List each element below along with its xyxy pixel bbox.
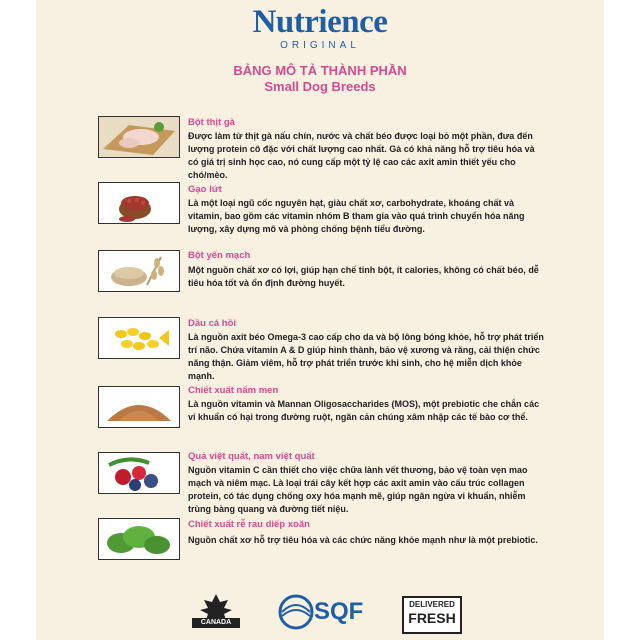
maple-leaf-icon bbox=[184, 592, 248, 632]
canada-logo bbox=[184, 592, 248, 632]
oatmeal-image bbox=[98, 250, 180, 292]
ingredient-description: Được làm từ thịt gà nấu chín, nước và chất béo được loại bỏ một phần, đưa đến lượng protein cô đặc với chất lượng cao nhất. Gà có khả năng hỗ trợ tiêu hóa và có giá trị sinh học cao, nó cung cấp một tỷ lệ cao các axit amin thiết yếu cho chó/mèo. bbox=[188, 131, 535, 180]
ingredient-name: Bột yến mạch bbox=[188, 250, 251, 261]
ingredient-description: Nguồn chất xơ hỗ trợ tiêu hóa và các chức năng khỏe mạnh như là một prebiotic. bbox=[188, 535, 538, 545]
delivered-text: DELIVERED bbox=[409, 600, 455, 609]
chicory-leaves-image bbox=[98, 518, 180, 560]
ingredient-name: Quả việt quất, nam việt quất bbox=[188, 451, 315, 462]
ingredient-description: Nguồn vitamin C cần thiết cho việc chữa lành vết thương, bảo vệ toàn vẹn mao mạch và niêm mạc. Là loại trái cây kết hợp các axit amin vào cấu trúc collagen protein, có tác dụng chống oxy hóa mạnh mẽ, giúp ngăn ngừa vi khuẩn, nhiễm trùng bàng quang và đường tiết niệu. bbox=[188, 465, 528, 514]
sqf-text: SQF bbox=[314, 598, 364, 625]
delivered-fresh-logo bbox=[398, 592, 462, 632]
berries-image bbox=[98, 452, 180, 494]
brand-subline: ORIGINAL bbox=[280, 40, 360, 51]
ingredient-description: Là một loại ngũ cốc nguyên hạt, giàu chất xơ, carbohydrate, khoáng chất và vitamin, bao gồm các vitamin nhóm B tham gia vào quá trình chuyển hóa năng lượng, xây dựng mô và phòng chống bệnh tiểu đường. bbox=[188, 198, 525, 234]
ingredient-description: Là nguồn axit béo Omega-3 cao cấp cho da và bộ lông bóng khỏe, hỗ trợ phát triển trí não. Chứa vitamin A & D giúp hình thành, bảo vệ xương và răng, cải thiện chức năng thận. Giảm viêm, hỗ trợ phát triển trước khi sinh, cho hệ miễn dịch khỏe mạnh. bbox=[188, 332, 544, 381]
page-subtitle: Small Dog Breeds bbox=[264, 79, 376, 94]
brown-rice-image bbox=[98, 182, 180, 224]
ingredient-name: Gạo lứt bbox=[188, 184, 222, 195]
fresh-text: FRESH bbox=[408, 610, 456, 626]
yeast-powder-image bbox=[98, 386, 180, 428]
ingredient-description: Một nguồn chất xơ có lợi, giúp hạn chế tinh bột, ít calories, không có chất béo, dễ tiêu hóa tốt và ổn định đường huyết. bbox=[188, 265, 539, 288]
chicken-meat-image bbox=[98, 116, 180, 158]
brand-logo: Nutrience bbox=[252, 4, 388, 40]
fish-oil-capsules-image bbox=[98, 317, 180, 359]
page-title: BẢNG MÔ TẢ THÀNH PHẦN bbox=[233, 63, 407, 78]
sqf-logo bbox=[276, 592, 372, 632]
ingredient-name: Bột thịt gà bbox=[188, 117, 235, 128]
ingredient-name: Chiết xuất rễ rau diếp xoăn bbox=[188, 519, 310, 530]
ingredient-name: Dầu cá hồi bbox=[188, 318, 237, 329]
canada-text: CANADA bbox=[200, 619, 232, 626]
ingredient-description: Là nguồn vitamin và Mannan Oligosaccharides (MOS), một prebiotic che chắn các vi khuẩn có hại trong đường ruột, ngăn cản chúng xâm nhập các tế bào cơ thể. bbox=[188, 399, 540, 422]
ingredient-name: Chiết xuất nấm men bbox=[188, 385, 279, 396]
